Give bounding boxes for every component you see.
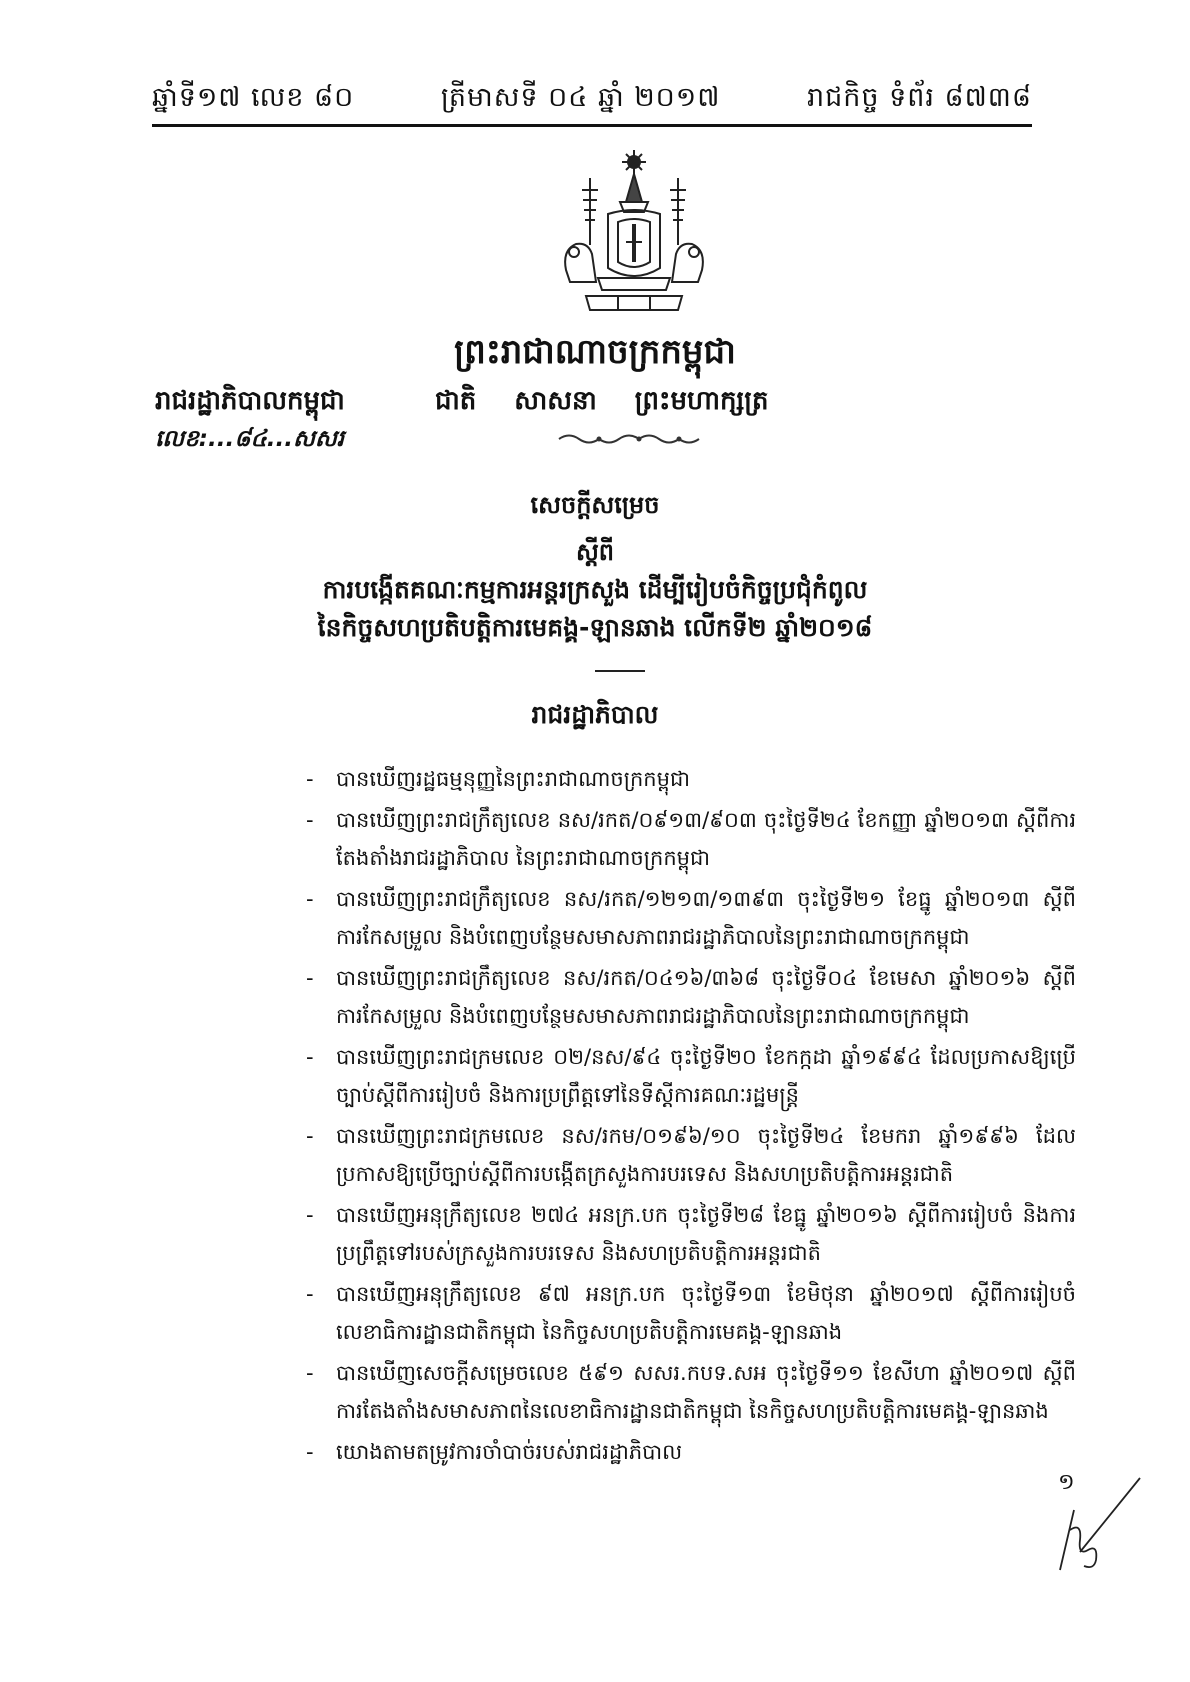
quarter-date: ត្រីមាសទី ០៤ ឆ្នាំ ២០១៧: [440, 82, 721, 113]
gazette-header: [152, 70, 1032, 120]
document-type: សេចក្តីសម្រេច: [530, 491, 660, 519]
header-divider: [152, 124, 1032, 127]
list-item: - បានឃើញសេចក្តីសម្រេចលេខ ៥៩១ សសរ.កបទ.សអ ចុះថ្ងៃទី១១ ខែសីហា ឆ្នាំ២០១៧ ស្តីពីការតែងតាំងសមាសភាពនៃលេខាធិការដ្ឋានជាតិកម្ពុជា នៃកិច្ចសហប្រតិបត្តិការមេគង្គ-ឡានឆាង: [306, 1354, 1076, 1430]
list-item: - បានឃើញព្រះរាជក្រឹត្យលេខ នស/រកត/០៤១៦/៣៦៨ ចុះថ្ងៃទី០៤ ខែមេសា ឆ្នាំ២០១៦ ស្តីពីការកែសម្រួល និងបំពេញបន្ថែមសមាសភាពរាជរដ្ឋាភិបាលនៃព្រះរាជាណាចក្រកម្ពុជា: [306, 959, 1076, 1035]
royal-emblem-icon: [552, 150, 717, 315]
list-item: - បានឃើញព្រះរាជក្រឹត្យលេខ នស/រកត/១២១៣/១៣៩៣ ចុះថ្ងៃទី២១ ខែធ្នូ ឆ្នាំ២០១៣ ស្តីពីការកែសម្រួល និងបំពេញបន្ថែមសមាសភាពរាជរដ្ឋាភិបាលនៃព្រះរាជាណាចក្រកម្ពុជា: [306, 880, 1076, 956]
list-item: - បានឃើញព្រះរាជក្រឹត្យលេខ នស/រកត/០៩១៣/៩០៣ ចុះថ្ងៃទី២៤ ខែកញ្ញា ឆ្នាំ២០១៣ ស្តីពីការតែងតាំងរាជរដ្ឋាភិបាល នៃព្រះរាជាណាចក្រកម្ពុជា: [306, 801, 1076, 877]
decision-title-line-1: ការបង្កើតគណៈកម្មការអន្តរក្រសួង ដើម្បីរៀបចំកិច្ចប្រជុំកំពូល: [322, 575, 868, 604]
list-item: - បានឃើញព្រះរាជក្រមលេខ ០២/នស/៩៤ ចុះថ្ងៃទី២០ ខែកក្កដា ឆ្នាំ១៩៩៤ ដែលប្រកាសឱ្យប្រើច្បាប់ស្តីពីការរៀបចំ និងការប្រព្រឹត្តទៅនៃទីស្តីការគណៈរដ្ឋមន្ត្រី: [306, 1038, 1076, 1114]
ornament-divider-icon: [555, 430, 710, 448]
motto-nation: ជាតិ: [435, 386, 477, 416]
title-divider: [595, 670, 645, 672]
motto-religion: សាសនា: [514, 386, 597, 416]
list-item: - បានឃើញអនុក្រឹត្យលេខ ៩៧ អនក្រ.បក ចុះថ្ងៃទី១៣ ខែមិថុនា ឆ្នាំ២០១៧ ស្តីពីការរៀបចំលេខាធិការដ្ឋានជាតិកម្ពុជា នៃកិច្ចសហប្រតិបត្តិការមេគង្គ-ឡានឆាង: [306, 1275, 1076, 1351]
national-motto: [435, 384, 768, 422]
kingdom-heading: ព្រះរាជាណាចក្រកម្ពុជា: [454, 332, 736, 372]
initials-signature-icon: [1040, 1470, 1150, 1580]
list-item: - បានឃើញព្រះរាជក្រមលេខ នស/រកម/០១៩៦/១០ ចុះថ្ងៃទី២៤ ខែមករា ឆ្នាំ១៩៩៦ ដែលប្រកាសឱ្យប្រើច្បាប់ស្តីពីការបង្កើតក្រសួងការបរទេស និងសហប្រតិបត្តិការអន្តរជាតិ: [306, 1117, 1076, 1193]
page-number: ១: [1058, 1470, 1075, 1495]
government-heading: រាជរដ្ឋាភិបាល: [531, 700, 659, 729]
list-item: - បានឃើញអនុក្រឹត្យលេខ ២៧៤ អនក្រ.បក ចុះថ្ងៃទី២៨ ខែធ្នូ ឆ្នាំ២០១៦ ស្តីពីការរៀបចំ និងការប្រព្រឹត្តទៅរបស់ក្រសួងការបរទេស និងសហប្រតិបត្តិការអន្តរជាតិ: [306, 1196, 1076, 1272]
subject-label: ស្តីពី: [575, 538, 615, 566]
issuing-authority: រាជរដ្ឋាភិបាលកម្ពុជា: [155, 386, 345, 416]
issue-number: ឆ្នាំទី១៧ លេខ ៨០: [152, 82, 355, 113]
list-item: - យោងតាមតម្រូវការចាំបាច់របស់រាជរដ្ឋាភិបាល: [306, 1433, 1076, 1471]
considerations-list: [306, 760, 1076, 1474]
decision-title-line-2: នៃកិច្ចសហប្រតិបត្តិការមេគង្គ-ឡានឆាង លើកទី២ ឆ្នាំ២០១៨: [317, 613, 873, 642]
reference-number: លេខ:...៨៤...សសរ: [155, 426, 345, 452]
gazette-page-ref: រាជកិច្ច ទំព័រ ៨៧៣៨: [806, 82, 1032, 113]
list-item: - បានឃើញរដ្ឋធម្មនុញ្ញនៃព្រះរាជាណាចក្រកម្ពុជា: [306, 760, 1076, 798]
motto-king: ព្រះមហាក្សត្រ: [634, 386, 769, 416]
